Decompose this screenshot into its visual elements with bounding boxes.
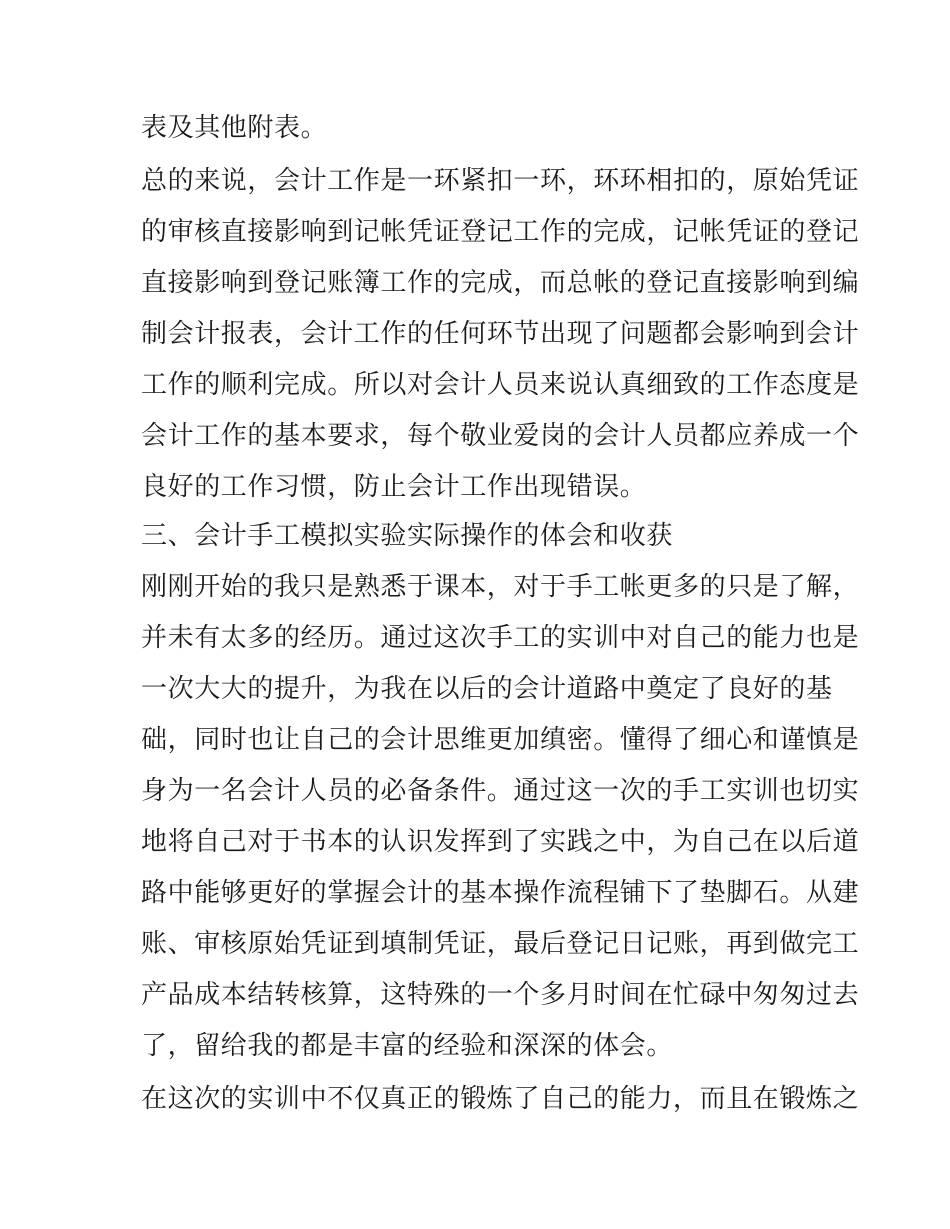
paragraph-line: 路中能够更好的掌握会计的基本操作流程铺下了垫脚石。从建 (141, 878, 860, 908)
paragraph-line: 并未有太多的经历。通过这次手工的实训中对自己的能力也是 (141, 623, 860, 653)
paragraph-line: 产品成本结转核算，这特殊的一个多月时间在忙碌中匆匆过去 (141, 980, 860, 1010)
paragraph-line: 础，同时也让自己的会计思维更加缜密。懂得了细心和谨慎是 (141, 725, 860, 755)
text-line: 表及其他附表。 (141, 113, 328, 143)
paragraph-line: 会计工作的基本要求，每个敬业爱岗的会计人员都应养成一个 (141, 421, 860, 451)
paragraph-line: 身为一名会计人员的必备条件。通过这一次的手工实训也切实 (141, 776, 860, 806)
paragraph-line: 刚刚开始的我只是熟悉于课本，对于手工帐更多的只是了解， (141, 572, 860, 602)
paragraph-line: 的审核直接影响到记帐凭证登记工作的完成，记帐凭证的登记 (141, 217, 860, 247)
paragraph-line: 总的来说，会计工作是一环紧扣一环，环环相扣的，原始凭证 (141, 166, 860, 196)
paragraph-line: 在这次的实训中不仅真正的锻炼了自己的能力，而且在锻炼之 (141, 1084, 860, 1114)
section-heading: 三、会计手工模拟实验实际操作的体会和收获 (141, 521, 674, 551)
paragraph-line: 地将自己对于书本的认识发挥到了实践之中，为自己在以后道 (141, 827, 860, 857)
paragraph-line: 工作的顺利完成。所以对会计人员来说认真细致的工作态度是 (141, 370, 860, 400)
paragraph-line: 制会计报表，会计工作的任何环节出现了问题都会影响到会计 (141, 319, 860, 349)
paragraph-line: 良好的工作习惯，防止会计工作出现错误。 (141, 472, 647, 502)
paragraph-line: 了，留给我的都是丰富的经验和深深的体会。 (141, 1031, 674, 1061)
paragraph-line: 账、审核原始凭证到填制凭证，最后登记日记账，再到做完工 (141, 929, 860, 959)
paragraph-line: 直接影响到登记账簿工作的完成，而总帐的登记直接影响到编 (141, 268, 860, 298)
paragraph-line: 一次大大的提升，为我在以后的会计道路中奠定了良好的基 (141, 674, 833, 704)
